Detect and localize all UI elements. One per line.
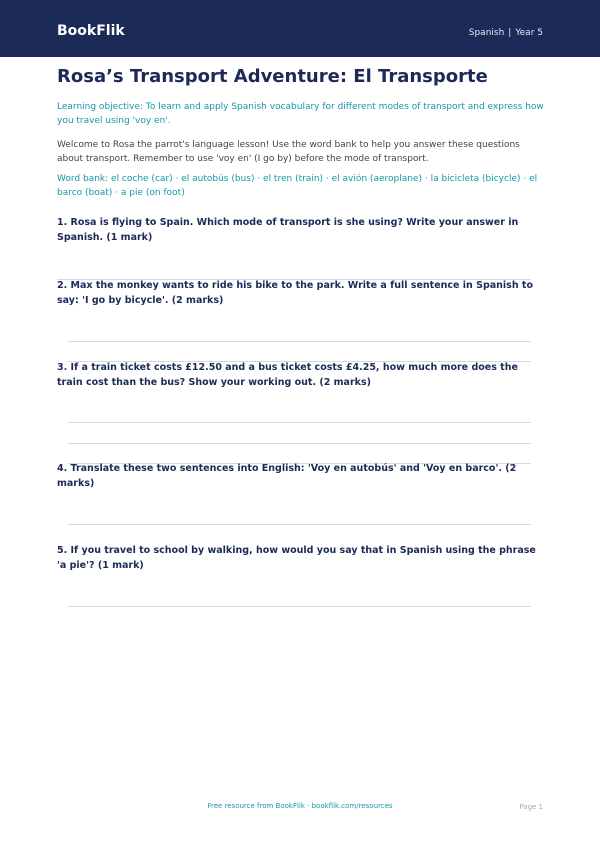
question-2: 2. Max the monkey wants to ride his bike to the park. Write a full sentence in Spanish to say: 'I go by bicycle'. (2 marks)	[57, 280, 533, 306]
subject-label: Spanish	[468, 28, 505, 38]
question-3: 3. If a train ticket costs £12.50 and a bus ticket costs £4.25, how much more does the train cost than the bus? Show your working out. (2 marks)	[57, 362, 518, 388]
page-header	[0, 0, 600, 57]
meta-separator: |	[508, 28, 512, 38]
learning-objective: Learning objective: To learn and apply Spanish vocabulary for different modes of transport and express how you travel using 'voy en'.	[57, 102, 544, 126]
question-5: 5. If you travel to school by walking, how would you say that in Spanish using the phrase 'a pie'? (1 mark)	[57, 545, 536, 571]
answer-line[interactable]	[68, 443, 531, 444]
year-label: Year 5	[515, 28, 543, 38]
subject-year	[469, 28, 543, 39]
answer-line[interactable]	[68, 524, 531, 525]
worksheet-title: Rosa’s Transport Adventure: El Transporte	[57, 66, 488, 87]
answer-line[interactable]	[68, 606, 531, 607]
intro-text: Welcome to Rosa the parrot's language lesson! Use the word bank to help you answer these questions about transport. Remember to use 'voy en' (I go by) before the mode of transport.	[57, 140, 520, 164]
page-number: Page 1	[519, 803, 543, 811]
question-1: 1. Rosa is flying to Spain. Which mode of transport is she using? Write your answer in Spanish. (1 mark)	[57, 217, 519, 243]
question-4: 4. Translate these two sentences into English: 'Voy en autobús' and 'Voy en barco'. (2 marks)	[57, 463, 517, 489]
word-bank: Word bank: el coche (car) · el autobús (bus) · el tren (train) · el avión (aeroplane) · la bicicleta (bicycle) · el barco (boat) · a pie (on foot)	[57, 174, 538, 198]
brand-logo[interactable]: BookFlik	[57, 23, 125, 39]
answer-line[interactable]	[68, 422, 531, 423]
answer-line[interactable]	[68, 341, 531, 342]
footer-resource-link[interactable]: Free resource from BookFlik · bookflik.com/resources	[207, 802, 393, 810]
